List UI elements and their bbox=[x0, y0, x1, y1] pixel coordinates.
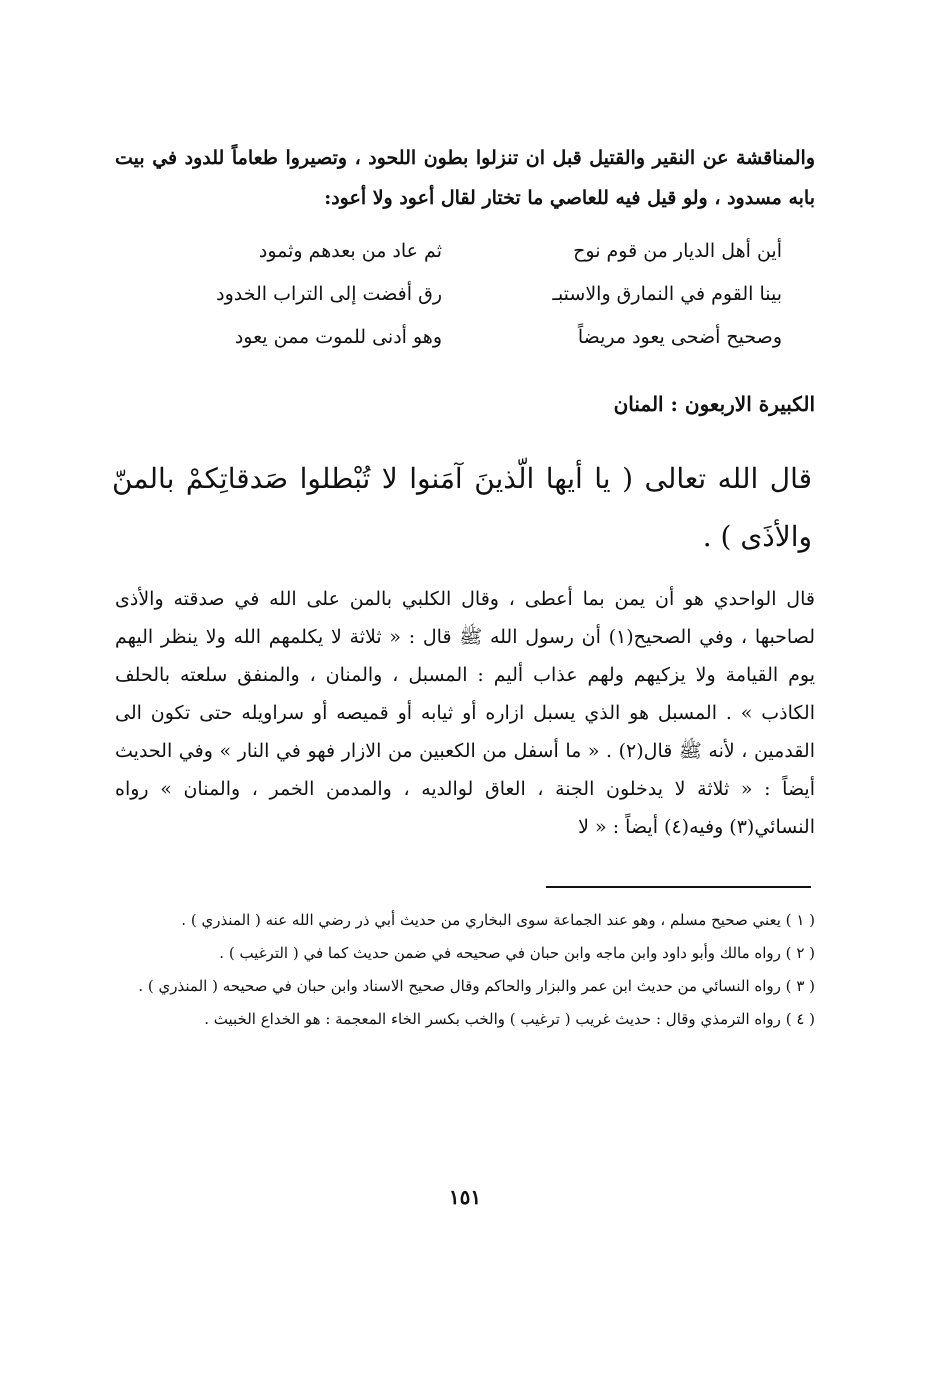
poem-first-hemistich: وصحيح أضحى يعود مريضاً bbox=[577, 326, 782, 348]
section-heading: الكبيرة الاربعون : المنان bbox=[613, 392, 815, 416]
body-paragraph: قال الواحدي هو أن يمن بما أعطى ، وقال الكلبي بالمن على الله في صدقته والأذى لصاحبها ، وفي الصحيح(١) أن رسول الله ﷺ قال : « ثلاثة لا يكلمهم الله ولا ينظر اليهم يوم القيامة ولا يزكيهم ولهم عذاب أليم : المسبل ، والمنان ، والمنفق سلعته بالحلف الكاذب » . المسبل هو الذي يسبل ازاره أو ثيابه أو قميصه أو سراويله حتى تكون الى القدمين ، لأنه ﷺ قال(٢) . « ما أسفل من الكعبين من الازار فهو في النار » وفي الحديث أيضاً : « ثلاثة لا يدخلون الجنة ، العاق لوالديه ، والمدمن الخمر ، والمنان » رواه النسائي(٣) وفيه(٤) أيضاً : « لا bbox=[115, 588, 815, 838]
footnote: ( ٣ ) رواه النسائي من حديث ابن عمر والبزار والحاكم وقال صحيح الاسناد وابن حبان في صحيحه ( المنذري ) . bbox=[138, 977, 815, 995]
poem-verse bbox=[142, 283, 782, 326]
intro-paragraph: والمناقشة عن النقير والقتيل قبل ان تنزلوا بطون اللحود ، وتصيروا طعاماً للدود في بيت بابه مسدود ، ولو قيل فيه للعاصي ما تختار لقال أعود ولا أعود: bbox=[115, 147, 815, 209]
page-number: ١٥١ bbox=[448, 1185, 482, 1209]
poem bbox=[142, 240, 782, 369]
poem-second-hemistich: وهو أدنى للموت ممن يعود bbox=[234, 326, 442, 348]
footnote: ( ٤ ) رواه الترمذي وقال : حديث غريب ( ترغيب ) والخب بكسر الخاء المعجمة : هو الخداع الخبيث . bbox=[204, 1010, 815, 1028]
poem-verse bbox=[142, 240, 782, 283]
poem-second-hemistich: رق أفضت إلى التراب الخدود bbox=[216, 283, 442, 305]
quran-verse: قال الله تعالى ( يا أيها الّذينَ آمَنوا لا تُبْطلوا صَدقاتِكمْ بالمنّ والأذَى ) . bbox=[112, 462, 812, 553]
footnote: ( ٢ ) رواه مالك وأبو داود وابن ماجه وابن حبان في صحيحه في ضمن حديث كما في ( الترغيب ) . bbox=[219, 944, 815, 962]
footnote: ( ١ ) يعني صحيح مسلم ، وهو عند الجماعة سوى البخاري من حديث أبي ذر رضي الله عنه ( المنذري ) . bbox=[181, 911, 815, 929]
poem-first-hemistich: أين أهل الديار من قوم نوح bbox=[573, 240, 782, 262]
footnotes bbox=[115, 904, 815, 1036]
poem-first-hemistich: بينا القوم في النمارق والاستبـ bbox=[552, 283, 782, 305]
poem-second-hemistich: ثم عاد من بعدهم وثمود bbox=[258, 240, 442, 262]
poem-verse bbox=[142, 326, 782, 369]
footnote-separator bbox=[546, 886, 811, 888]
